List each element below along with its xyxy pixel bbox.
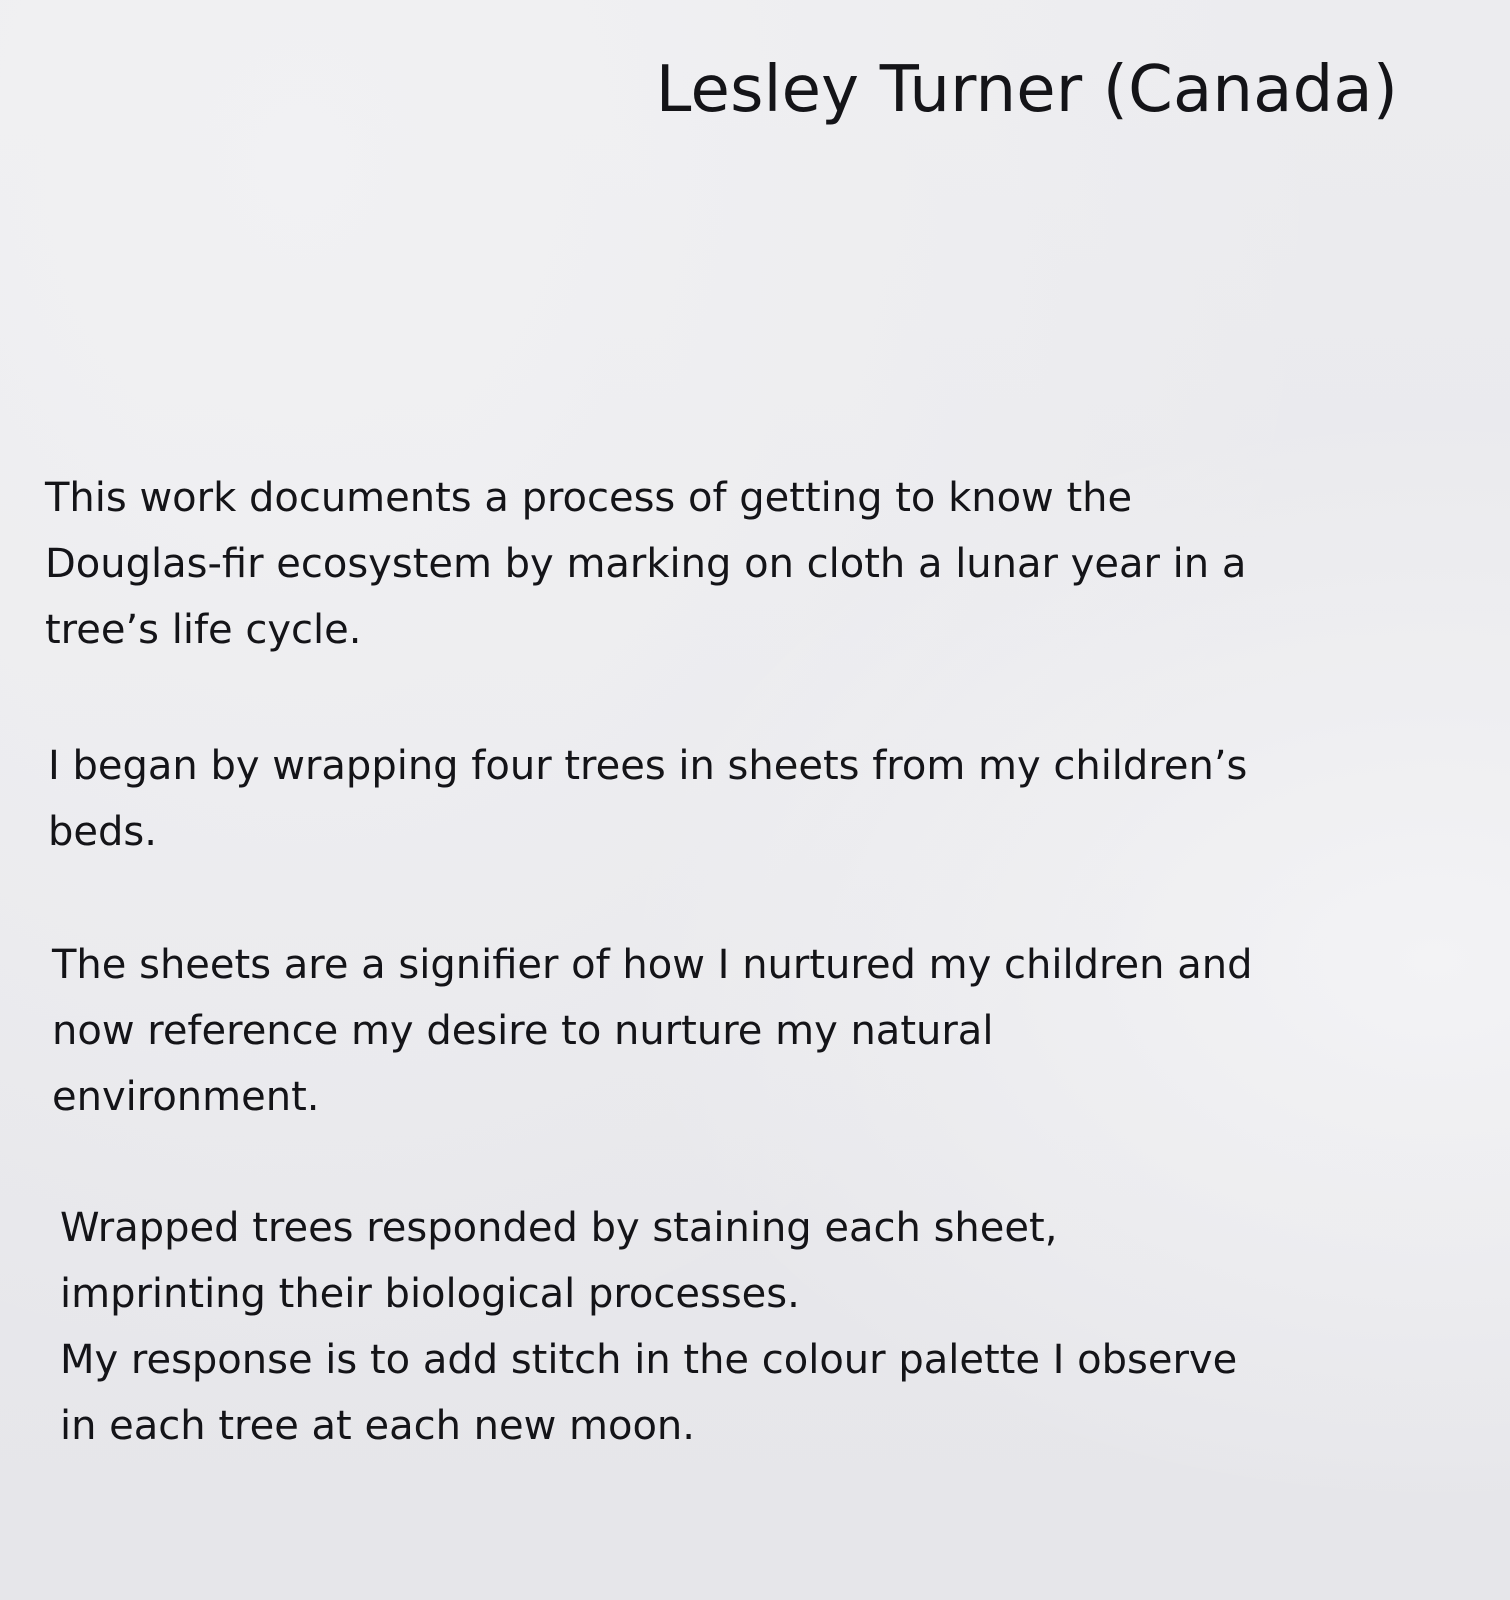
paragraph-line: in each tree at each new moon. <box>60 1403 695 1449</box>
paragraph-line: beds. <box>48 809 157 855</box>
paragraph-4 <box>60 1195 1237 1459</box>
paragraph-1 <box>45 465 1246 663</box>
paragraph-line: Wrapped trees responded by staining each sheet, <box>60 1205 1058 1251</box>
paragraph-line: tree’s life cycle. <box>45 607 362 653</box>
paragraph-line: I began by wrapping four trees in sheets from my children’s <box>48 743 1248 789</box>
paragraph-3 <box>52 932 1252 1130</box>
paragraph-line: This work documents a process of getting to know the <box>45 475 1133 521</box>
paragraph-line: imprinting their biological processes. <box>60 1271 800 1317</box>
paragraph-2 <box>48 733 1247 865</box>
paragraph-line: My response is to add stitch in the colour palette I observe <box>60 1337 1238 1383</box>
artist-title: Lesley Turner (Canada) <box>655 53 1398 127</box>
paragraph-line: environment. <box>52 1074 320 1120</box>
paragraph-line: Douglas-fir ecosystem by marking on cloth a lunar year in a <box>45 541 1247 587</box>
paragraph-line: The sheets are a signifier of how I nurtured my children and <box>52 942 1253 988</box>
paragraph-line: now reference my desire to nurture my natural <box>52 1008 994 1054</box>
